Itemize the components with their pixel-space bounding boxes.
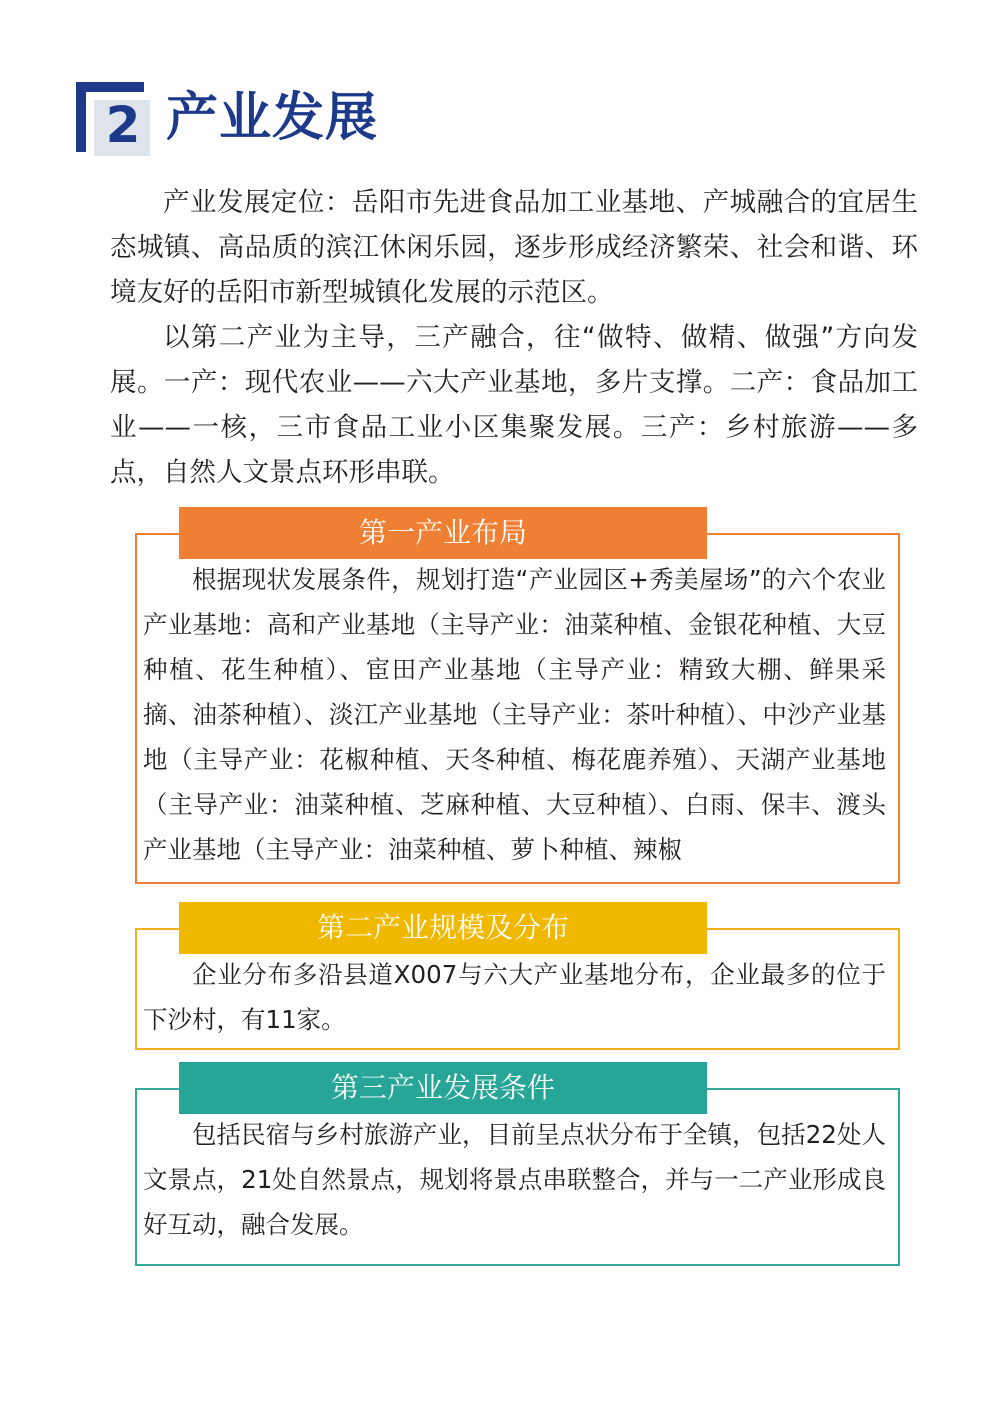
primary-industry-box	[135, 516, 900, 884]
intro-paragraph-strategy: 以第二产业为主导，三产融合，往“做特、做精、做强”方向发展。一产：现代农业——六大产业基地，多片支撑。二产：食品加工业——一核，三市食品工业小区集聚发展。三产：乡村旅游——多点，自然人文景点环形串联。	[110, 322, 918, 488]
secondary-industry-body: 企业分布多沿县道X007与六大产业基地分布，企业最多的位于下沙村，有11家。	[143, 960, 886, 1034]
intro-text	[110, 180, 918, 495]
section-number-badge	[76, 82, 144, 152]
primary-industry-body: 根据现状发展条件，规划打造“产业园区+秀美屋场”的六个农业产业基地：高和产业基地（主导产业：油菜种植、金银花种植、大豆种植、花生种植）、宦田产业基地（主导产业：精致大棚、鲜果采摘、油茶种植）、淡江产业基地（主导产业：茶叶种植）、中沙产业基地（主导产业：花椒种植、天冬种植、梅花鹿养殖）、天湖产业基地（主导产业：油菜种植、芝麻种植、大豆种植）、白雨、保丰、渡头产业基地（主导产业：油菜种植、萝卜种植、辣椒	[143, 565, 886, 864]
tertiary-industry-title: 第三产业发展条件	[179, 1062, 707, 1114]
intro-paragraph-positioning: 产业发展定位：岳阳市先进食品加工业基地、产城融合的宜居生态城镇、高品质的滨江休闲乐园，逐步形成经济繁荣、社会和谐、环境友好的岳阳市新型城镇化发展的示范区。	[110, 187, 918, 308]
secondary-industry-title: 第二产业规模及分布	[179, 902, 707, 954]
tertiary-industry-box	[135, 1071, 900, 1266]
secondary-industry-box	[135, 911, 900, 1050]
tertiary-industry-body: 包括民宿与乡村旅游产业，目前呈点状分布于全镇，包括22处人文景点，21处自然景点，规划将景点串联整合，并与一二产业形成良好互动，融合发展。	[143, 1120, 886, 1239]
primary-industry-title: 第一产业布局	[179, 507, 707, 559]
section-number: 2	[105, 96, 141, 154]
section-title: 产业发展	[166, 88, 379, 148]
